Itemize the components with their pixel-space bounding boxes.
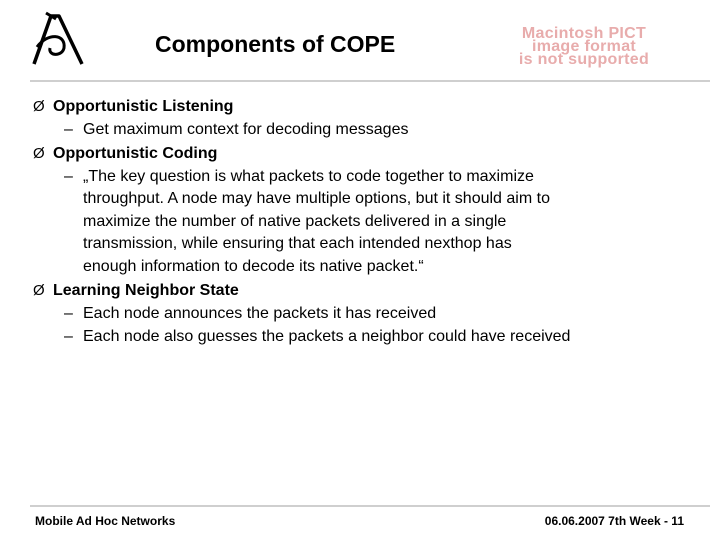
- slide-body: [33, 96, 703, 350]
- arrow-bullet-icon: Ø: [33, 98, 45, 115]
- sub-bullet-text: Each node announces the packets it has received: [83, 304, 437, 322]
- quote-line: throughput. A node may have multiple options, but it should aim to: [83, 190, 550, 208]
- bullet-opportunistic-listening: [33, 96, 703, 117]
- dash-bullet: –: [64, 304, 73, 322]
- bullet-label: Opportunistic Coding: [53, 144, 218, 162]
- dash-bullet: –: [64, 167, 73, 185]
- sub-bullet: [33, 326, 613, 349]
- slide-title: Components of COPE: [155, 31, 396, 57]
- university-logo-icon: [26, 10, 88, 72]
- footer-course-name: Mobile Ad Hoc Networks: [35, 514, 176, 528]
- placeholder-line: image format: [531, 38, 637, 55]
- arrow-bullet-icon: Ø: [33, 144, 45, 162]
- title-divider: [30, 80, 710, 82]
- dash-bullet: –: [64, 328, 73, 346]
- quote-line: enough information to decode its native packet.“: [83, 257, 424, 275]
- sub-bullet-text: Each node also guesses the packets a neighbor could have received: [83, 328, 571, 346]
- sub-bullet: [33, 303, 703, 326]
- placeholder-line: is not supported: [518, 51, 650, 68]
- bullet-label: Learning Neighbor State: [53, 281, 239, 299]
- unsupported-image-placeholder: [468, 27, 700, 66]
- quote-line: maximize the number of native packets delivered in a single: [83, 212, 507, 230]
- bullet-label: Opportunistic Listening: [53, 98, 234, 115]
- sub-bullet-text: Get maximum context for decoding messages: [83, 121, 409, 138]
- bullet-opportunistic-coding: [33, 143, 703, 164]
- footer-divider: [30, 505, 710, 507]
- footer-date-page: 06.06.2007 7th Week - 11: [544, 514, 684, 528]
- sub-bullet-quote: [33, 166, 703, 279]
- placeholder-line: Macintosh PICT: [521, 25, 647, 42]
- dash-bullet: –: [64, 121, 73, 138]
- arrow-bullet-icon: Ø: [33, 281, 45, 299]
- sub-bullet: [33, 119, 703, 142]
- quote-line: „The key question is what packets to code together to maximize: [83, 167, 534, 185]
- quote-line: transmission, while ensuring that each intended nexthop has: [83, 235, 512, 253]
- bullet-learning-neighbor-state: [33, 280, 703, 301]
